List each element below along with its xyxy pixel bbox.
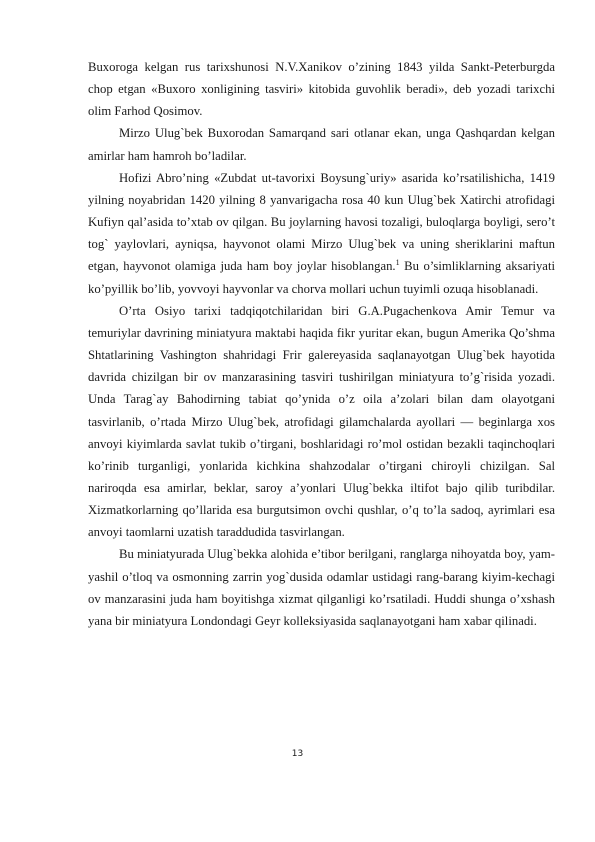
document-page [88,56,555,632]
paragraph-text-before-footnote: Hofizi Abro’ning «Zubdat ut-tavorixi Boysung`uriy» asarida ko’rsatilishicha, 1419 yilning noyabridan 1420 yilning 8 yanvarigacha rosa 40 kun Ulug`bek Xatirchi atrofidagi Kufiyn qal’asida to’xtab ov qilgan. Bu joylarning havosi tozaligi, buloqlarga boyligi, sero’t tog` yaylovlari, ayniqsa, hayvonot olami Mirzo Ulug`bek va uning sheriklarini maftun etgan, hayvonot olamiga juda ham boy joylar hisoblangan. [88,170,555,274]
paragraph-hunting-place [88,167,555,300]
paragraph-miniature-colors: Bu miniatyurada Ulug`bekka alohida e’tibor berilgani, ranglarga nihoyatda boy, yam-yashil o’tloq va osmonning zarrin yog`dusida odamlar ustidagi rang-barang kiyim-kechagi ov manzarasini juda ham boyitishga xizmat qilganligi ko’rsatiladi. Huddi shunga o’xshash yana bir miniatyura Londondagi Geyr kolleksiyasida saqlanayotgani ham xabar qilinadi. [88,547,555,628]
paragraph-escort: Mirzo Ulug`bek Buxorodan Samarqand sari otlanar ekan, unga Qashqardan kelgan amirlar ham hamroh bo’ladilar. [88,126,555,163]
page-number: 13 [291,749,304,759]
footnote-marker[interactable]: 1 [395,258,400,268]
paragraph-text-after-footnote: Bu o’simliklarning aksariyati ko’pyillik bo’lib, yovvoyi hayvonlar va chorva mollari uchun tuyimli ozuqa hisoblanadi. [88,259,555,296]
paragraph-continuation: Buxoroga kelgan rus tarixshunosi N.V.Xanikov o’zining 1843 yilda Sankt-Peterburgda chop etgan «Buxoro xonligining tasviri» kitobida guvohlik beradi», deb yozadi tarixchi olim Farhod Qosimov. [88,60,555,119]
paragraph-miniature: O’rta Osiyo tarixi tadqiqotchilaridan biri G.A.Pugachenkova Amir Temur va temuriylar davrining miniatyura maktabi haqida fikr yuritar ekan, bugun Amerika Qo’shma Shtatlarining Vashington shahridagi Frir galereyasida saqlanayotgan Ulug`bek hayotida davrida chizilgan bir ov manzarasining tasviri tushirilgan miniatyura to’g`risida yozadi. Unda Tarag`ay Bahodirning tabiat qo’ynida o’z oila a’zolari bilan dam olayotgani tasvirlanib, o’rtada Mirzo Ulug`bek, atrofidagi gilamchalarda ayollari — beginlarga xos anvoyi kiyimlarda savlat tukib o’tirgani, boshlaridagi ro’mol ostidan bezakli taqinchoqlari ko’rinib turganligi, yonlarida kichkina shahzodalar o’tirgani chiroyli chizilgan. Sal nariroqda esa amirlar, beklar, saroy a’yonlari Ulug`bekka iltifot bajo qilib turibdilar. Xizmatkorlarning qo’llarida esa burgutsimon ovchi qushlar, o’q to’la sadoq, ayrimlari esa anvoyi taomlarni uzatish taraddudida tasvirlangan. [88,303,555,540]
